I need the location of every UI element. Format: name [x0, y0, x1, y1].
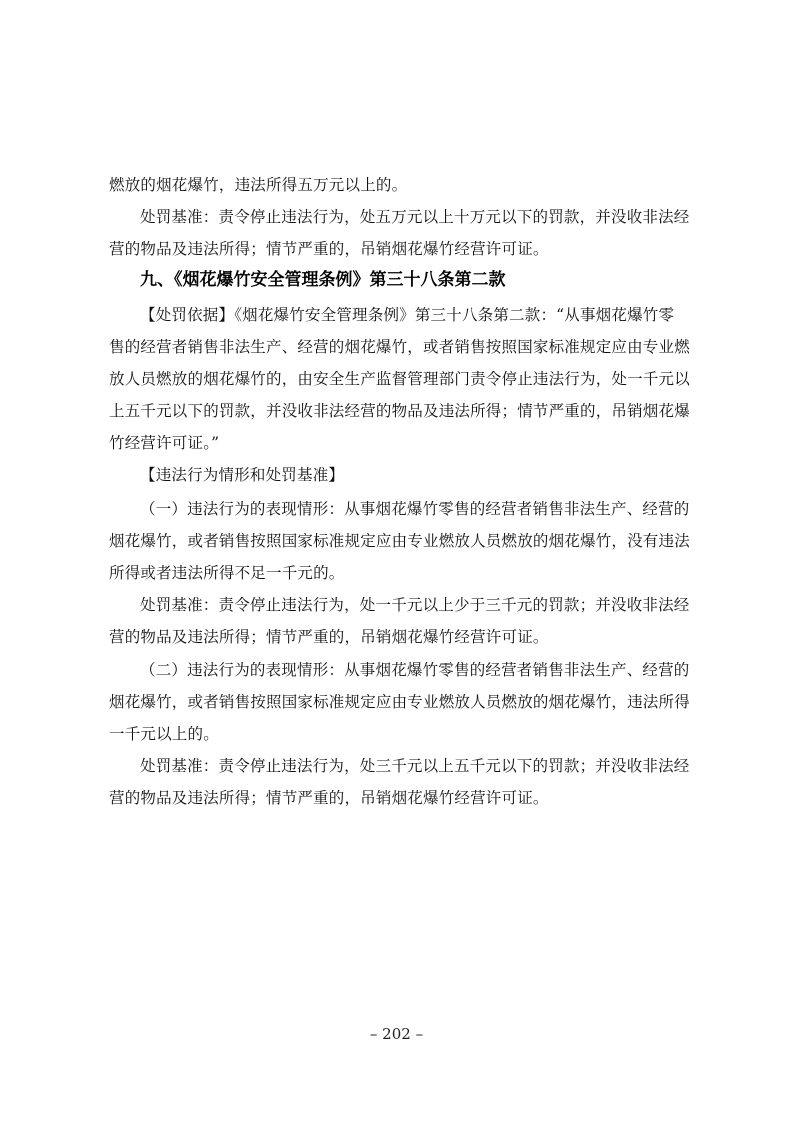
paragraph-line: 处罚基准：责令停止违法行为，处五万元以上十万元以下的罚款，并没收非法经 [140, 208, 690, 226]
paragraph-line: 售的经营者销售非法生产、经营的烟花爆竹，或者销售按照国家标准规定应由专业燃 [109, 338, 690, 356]
paragraph-line: 烟花爆竹，或者销售按照国家标准规定应由专业燃放人员燃放的烟花爆竹，违法所得 [109, 693, 690, 711]
page-number: – 202 – [369, 1025, 424, 1043]
paragraph-line: 所得或者违法所得不足一千元的。 [109, 564, 345, 582]
paragraph-line: 上五千元以下的罚款，并没收非法经营的物品及违法所得；情节严重的，吊销烟花爆 [109, 402, 690, 420]
section-heading: 九、《烟花爆竹安全管理条例》第三十八条第二款 [140, 270, 506, 290]
paragraph-line: 【处罚依据】《烟花爆竹安全管理条例》第三十八条第二款：“从事烟花爆竹零 [140, 306, 675, 324]
paragraph-line: 处罚基准：责令停止违法行为，处一千元以上少于三千元的罚款；并没收非法经 [140, 596, 690, 614]
paragraph-line: 营的物品及违法所得；情节严重的，吊销烟花爆竹经营许可证。 [109, 628, 549, 646]
paragraph-line: （二）违法行为的表现情形：从事烟花爆竹零售的经营者销售非法生产、经营的 [140, 661, 690, 679]
paragraph-line: 一千元以上的。 [109, 725, 219, 743]
paragraph-line: 烟花爆竹，或者销售按照国家标准规定应由专业燃放人员燃放的烟花爆竹，没有违法 [109, 532, 690, 550]
paragraph-line: （一）违法行为的表现情形：从事烟花爆竹零售的经营者销售非法生产、经营的 [140, 500, 690, 518]
paragraph-line: 处罚基准：责令停止违法行为，处三千元以上五千元以下的罚款；并没收非法经 [140, 757, 690, 775]
paragraph-line: 营的物品及违法所得；情节严重的，吊销烟花爆竹经营许可证。 [109, 789, 549, 807]
paragraph-line: 竹经营许可证。” [109, 434, 220, 452]
paragraph-line: 放人员燃放的烟花爆竹的，由安全生产监督管理部门责令停止违法行为，处一千元以 [109, 370, 690, 388]
paragraph-line: 燃放的烟花爆竹，违法所得五万元以上的。 [109, 176, 408, 194]
subsection-label: 【违法行为情形和处罚基准】 [140, 466, 345, 484]
paragraph-line: 营的物品及违法所得；情节严重的，吊销烟花爆竹经营许可证。 [109, 240, 549, 258]
